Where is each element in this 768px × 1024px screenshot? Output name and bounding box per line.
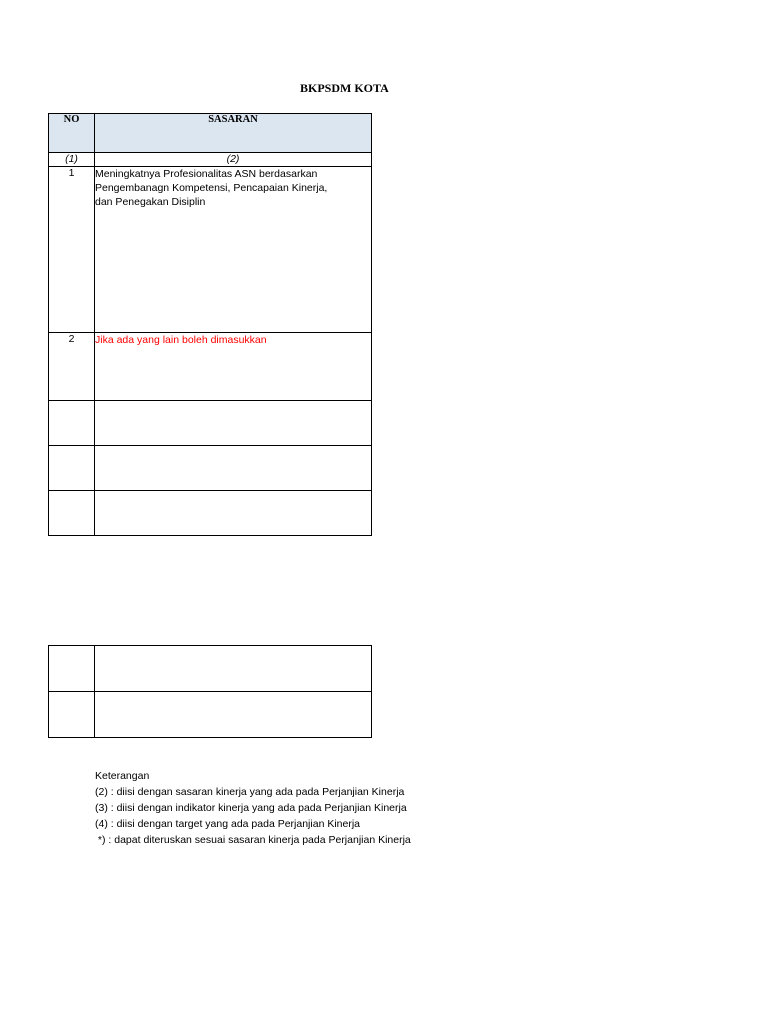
table-row	[49, 333, 372, 401]
row-sasaran[interactable]	[95, 401, 372, 446]
column-number-2: (2)	[95, 153, 372, 167]
table-row	[49, 491, 372, 536]
sasaran-table	[48, 113, 372, 536]
table-row	[49, 446, 372, 491]
row-sasaran[interactable]	[95, 491, 372, 536]
row-no[interactable]	[49, 491, 95, 536]
row-no[interactable]: 1	[49, 167, 95, 333]
column-number-row	[49, 153, 372, 167]
header-no: NO	[49, 114, 95, 153]
row-no[interactable]	[49, 646, 95, 692]
note-line: (2) : diisi dengan sasaran kinerja yang ada pada Perjanjian Kinerja	[95, 786, 405, 798]
row-sasaran[interactable]: Meningkatnya Profesionalitas ASN berdasarkan Pengembanagn Kompetensi, Pencapaian Kinerja, dan Penegakan Disiplin	[95, 167, 372, 333]
table-row	[49, 692, 372, 738]
row-sasaran[interactable]	[95, 646, 372, 692]
row-no[interactable]	[49, 446, 95, 491]
notes-heading: Keterangan	[95, 770, 150, 782]
notes-section	[95, 768, 411, 848]
row-sasaran[interactable]: Jika ada yang lain boleh dimasukkan	[95, 333, 372, 401]
table-header-row	[49, 114, 372, 153]
table-row	[49, 167, 372, 333]
column-number-1: (1)	[49, 153, 95, 167]
header-sasaran: SASARAN	[95, 114, 372, 153]
note-line: *) : dapat diteruskan sesuai sasaran kinerja pada Perjanjian Kinerja	[95, 834, 411, 846]
row-sasaran[interactable]	[95, 446, 372, 491]
row-no[interactable]: 2	[49, 333, 95, 401]
document-title: BKPSDM KOTA	[300, 81, 389, 95]
note-line: (3) : diisi dengan indikator kinerja yang ada pada Perjanjian Kinerja	[95, 802, 407, 814]
second-table	[48, 645, 372, 738]
row-no[interactable]	[49, 692, 95, 738]
note-line: (4) : diisi dengan target yang ada pada Perjanjian Kinerja	[95, 818, 361, 830]
table-row	[49, 646, 372, 692]
row-no[interactable]	[49, 401, 95, 446]
row-sasaran[interactable]	[95, 692, 372, 738]
table-row	[49, 401, 372, 446]
